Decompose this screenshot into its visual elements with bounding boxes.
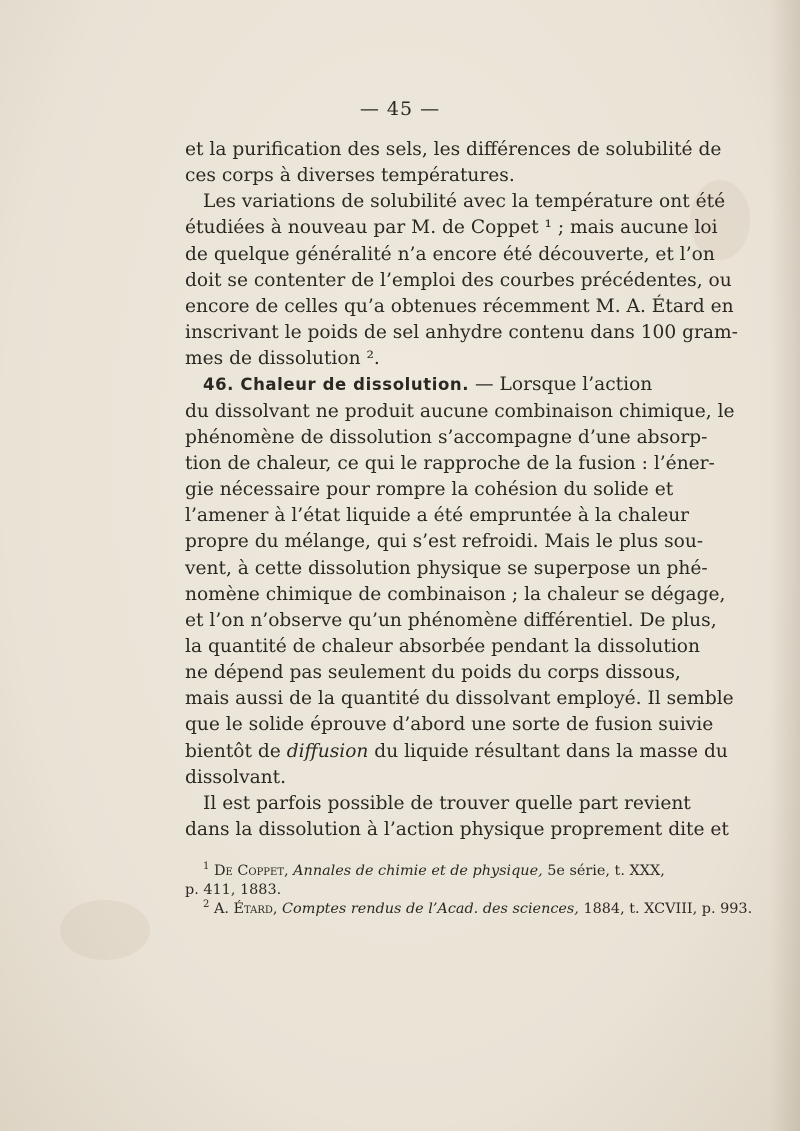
paragraph-3 <box>185 372 735 791</box>
text-run: — Lorsque l’action <box>469 374 653 396</box>
text-line: l’amener à l’état liquide a été empruntée à la chaleur <box>185 505 690 527</box>
text-line: dans la dissolution à l’action physique proprement dite et <box>185 819 729 841</box>
text-run: bientôt de <box>185 740 287 762</box>
paper-stain <box>60 900 150 960</box>
italic-term: diffusion <box>286 740 369 762</box>
text-line: et la purification des sels, les différences de solubilité de <box>185 139 722 160</box>
page-edge-shadow <box>770 0 800 1131</box>
text-line: de quelque généralité n’a encore été découverte, et l’on <box>185 243 715 265</box>
text-line: Il est parfois possible de trouver quelle part revient <box>203 792 691 814</box>
footnote-text: 1884, t. XCVIII, p. 993. <box>578 901 753 917</box>
text-line: que le solide éprouve d’abord une sorte de fusion suivie <box>185 714 714 736</box>
text-line: inscrivant le poids de sel anhydre contenu dans 100 gram- <box>185 322 738 344</box>
body-text <box>185 137 738 843</box>
text-line: et l’on n’observe qu’un phénomène différentiel. De plus, <box>185 609 717 631</box>
footnote-mark: 1 <box>203 861 210 873</box>
text-line: encore de celles qu’a obtenues récemment M. A. Étard en <box>185 295 734 317</box>
footnote-text: 5e série, t. XXX, <box>542 863 665 879</box>
footnote-mark: 2 <box>203 899 210 911</box>
text-line: mais aussi de la quantité du dissolvant employé. Il semble <box>185 688 734 710</box>
section-heading: 46. Chaleur de dissolution. <box>203 375 470 395</box>
text-line: ces corps à diverses températures. <box>185 165 515 187</box>
text-line: mes de dissolution ². <box>185 348 380 370</box>
paragraph-1 <box>185 137 722 189</box>
text-line: dissolvant. <box>185 766 287 788</box>
footnote-author: De Coppet, <box>213 863 289 879</box>
text-line: doit se contenter de l’emploi des courbes précédentes, ou <box>185 269 732 291</box>
text-line <box>185 372 653 398</box>
text-line: du dissolvant ne produit aucune combinaison chimique, le <box>185 400 735 422</box>
text-line: ne dépend pas seulement du poids du corps dissous, <box>185 662 681 684</box>
footnote-title: Comptes rendus de l’Acad. des sciences, <box>282 901 579 917</box>
paragraph-2 <box>185 189 738 372</box>
text-line: vent, à cette dissolution physique se superpose un phé- <box>185 557 708 579</box>
text-line: étudiées à nouveau par M. de Coppet ¹ ; mais aucune loi <box>185 217 718 239</box>
footnote-author: A. Étard, <box>213 901 278 917</box>
text-line: nomène chimique de combinaison ; la chaleur se dégage, <box>185 583 726 605</box>
text-line: gie nécessaire pour rompre la cohésion du solide et <box>185 479 674 501</box>
paragraph-4 <box>185 791 729 843</box>
page-number: — 45 — <box>359 98 441 120</box>
footnote-title: Annales de chimie et de physique, <box>293 863 543 879</box>
text-line: phénomène de dissolution s’accompagne d’une absorp- <box>185 426 708 448</box>
text-line: Les variations de solubilité avec la température ont été <box>203 191 726 213</box>
text-line: propre du mélange, qui s’est refroidi. Mais le plus sou- <box>185 531 704 553</box>
text-line <box>185 739 728 765</box>
footnote-1-continued: p. 411, 1883. <box>185 882 282 898</box>
footnote-1 <box>185 861 665 881</box>
text-line: la quantité de chaleur absorbée pendant la dissolution <box>185 635 700 657</box>
footnotes <box>185 861 753 919</box>
text-run: du liquide résultant dans la masse du <box>368 740 728 762</box>
text-line: tion de chaleur, ce qui le rapproche de la fusion : l’éner- <box>185 452 715 474</box>
footnote-2 <box>185 899 753 919</box>
